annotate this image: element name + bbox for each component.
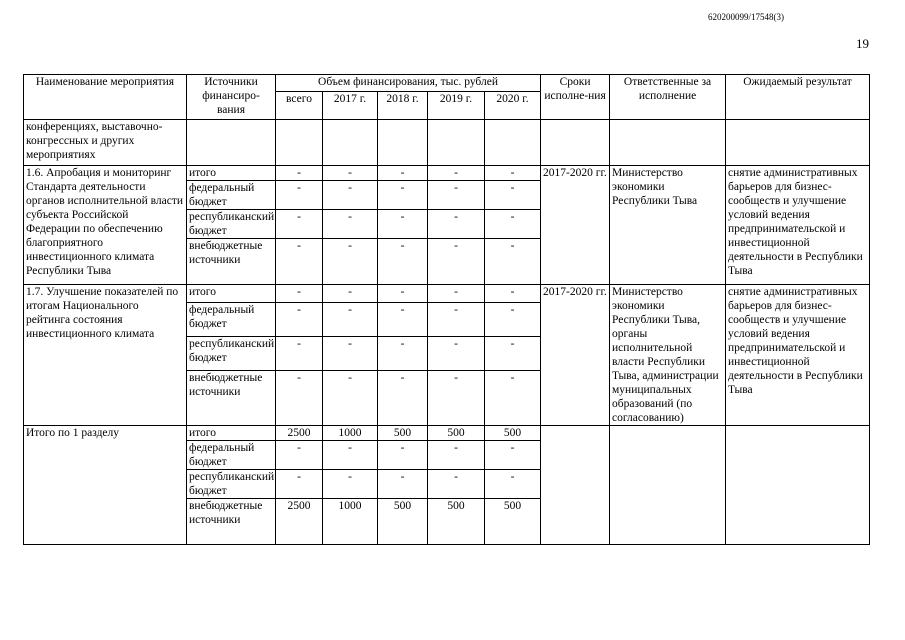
continuation-text: конференциях, выставочно-конгрессных и других мероприятиях	[24, 120, 187, 166]
funding-value: -	[323, 181, 378, 210]
funding-value: -	[323, 166, 378, 181]
funding-value: 500	[485, 426, 541, 441]
funding-value: 1000	[323, 499, 378, 545]
funding-value: -	[276, 239, 323, 285]
funding-source: итого	[187, 166, 276, 181]
activity-terms: 2017-2020 гг.	[541, 285, 610, 426]
funding-value: -	[428, 371, 485, 426]
header-2019: 2019 г.	[428, 92, 485, 120]
funding-value: -	[323, 371, 378, 426]
funding-value: -	[485, 166, 541, 181]
funding-source: внебюджетные источники	[187, 239, 276, 285]
document-id: 620200099/17548(3)	[708, 12, 784, 22]
funding-value: 500	[378, 426, 428, 441]
activity-result	[726, 426, 870, 545]
activity-result: снятие административных барьеров для бизнес-сообществ и улучшение условий ведения предпринимательской и инвестиционной деятельности в Республики Тыва	[726, 166, 870, 285]
activity-responsible: Министерство экономики Республики Тыва, органы исполнительной власти Республики Тыва, администрации муниципальных образований (по согласованию)	[610, 285, 726, 426]
financing-table	[23, 74, 870, 545]
funding-value: -	[378, 181, 428, 210]
table-row	[24, 166, 870, 181]
activity-name: 1.7. Улучшение показателей по итогам Национального рейтинга состояния инвестиционного климата	[24, 285, 187, 426]
funding-value: -	[485, 337, 541, 371]
funding-value: -	[323, 441, 378, 470]
funding-value: -	[323, 239, 378, 285]
funding-source: республиканский бюджет	[187, 210, 276, 239]
funding-value: -	[378, 239, 428, 285]
funding-value: -	[428, 166, 485, 181]
funding-value: -	[485, 302, 541, 336]
funding-value: -	[485, 371, 541, 426]
activity-responsible: Министерство экономики Республики Тыва	[610, 166, 726, 285]
funding-value: -	[485, 210, 541, 239]
funding-value: -	[428, 181, 485, 210]
funding-value: 1000	[323, 426, 378, 441]
funding-value: -	[485, 181, 541, 210]
activity-terms: 2017-2020 гг.	[541, 166, 610, 285]
funding-value: -	[378, 166, 428, 181]
funding-value: -	[378, 302, 428, 336]
funding-value: 2500	[276, 499, 323, 545]
funding-value: -	[485, 239, 541, 285]
funding-source: федеральный бюджет	[187, 441, 276, 470]
funding-value: 500	[378, 499, 428, 545]
funding-value: -	[276, 210, 323, 239]
continuation-row	[24, 120, 870, 166]
funding-source: федеральный бюджет	[187, 181, 276, 210]
funding-value: -	[428, 210, 485, 239]
funding-source: республиканский бюджет	[187, 470, 276, 499]
funding-source: итого	[187, 426, 276, 441]
funding-source: итого	[187, 285, 276, 303]
funding-value: -	[485, 285, 541, 303]
activity-result: снятие административных барьеров для бизнес-сообществ и улучшение условий ведения предпринимательской и инвестиционной деятельности в Республики Тыва	[726, 285, 870, 426]
funding-value: -	[276, 302, 323, 336]
funding-value: -	[323, 470, 378, 499]
header-name: Наименование мероприятия	[24, 75, 187, 120]
table-row	[24, 285, 870, 303]
funding-value: -	[323, 285, 378, 303]
header-2017: 2017 г.	[323, 92, 378, 120]
funding-value: -	[378, 285, 428, 303]
funding-value: -	[485, 470, 541, 499]
funding-value: -	[276, 166, 323, 181]
header-2020: 2020 г.	[485, 92, 541, 120]
funding-value: -	[428, 302, 485, 336]
activity-responsible	[610, 426, 726, 545]
header-result: Ожидаемый результат	[726, 75, 870, 120]
page-number: 19	[856, 36, 869, 51]
activity-name: Итого по 1 разделу	[24, 426, 187, 545]
funding-source: внебюджетные источники	[187, 371, 276, 426]
funding-source: республиканский бюджет	[187, 337, 276, 371]
funding-value: -	[276, 285, 323, 303]
funding-value: -	[428, 470, 485, 499]
funding-value: -	[378, 441, 428, 470]
funding-value: -	[378, 470, 428, 499]
funding-value: -	[378, 210, 428, 239]
funding-value: 500	[428, 499, 485, 545]
funding-source: внебюджетные источники	[187, 499, 276, 545]
funding-value: -	[428, 285, 485, 303]
header-2018: 2018 г.	[378, 92, 428, 120]
funding-value: -	[428, 239, 485, 285]
funding-value: -	[276, 470, 323, 499]
header-total: всего	[276, 92, 323, 120]
header-responsible: Ответственные за исполнение	[610, 75, 726, 120]
funding-value: -	[378, 371, 428, 426]
header-sources: Источники финансиро-вания	[187, 75, 276, 120]
funding-value: -	[485, 441, 541, 470]
funding-value: -	[428, 441, 485, 470]
activity-name: 1.6. Апробация и мониторинг Стандарта деятельности органов исполнительной власти субъекта Российской Федерации по обеспечению благоприятного инвестиционного климата Республики Тыва	[24, 166, 187, 285]
funding-value: -	[323, 337, 378, 371]
funding-value: -	[276, 181, 323, 210]
funding-value: -	[276, 371, 323, 426]
funding-value: -	[428, 337, 485, 371]
funding-value: -	[323, 302, 378, 336]
funding-value: 500	[428, 426, 485, 441]
activity-terms	[541, 426, 610, 545]
funding-value: -	[323, 210, 378, 239]
header-terms: Сроки исполне-ния	[541, 75, 610, 120]
funding-value: 2500	[276, 426, 323, 441]
funding-value: -	[378, 337, 428, 371]
funding-value: 500	[485, 499, 541, 545]
funding-source: федеральный бюджет	[187, 302, 276, 336]
funding-value: -	[276, 337, 323, 371]
funding-value: -	[276, 441, 323, 470]
header-volume: Объем финансирования, тыс. рублей	[276, 75, 541, 92]
table-row	[24, 426, 870, 441]
